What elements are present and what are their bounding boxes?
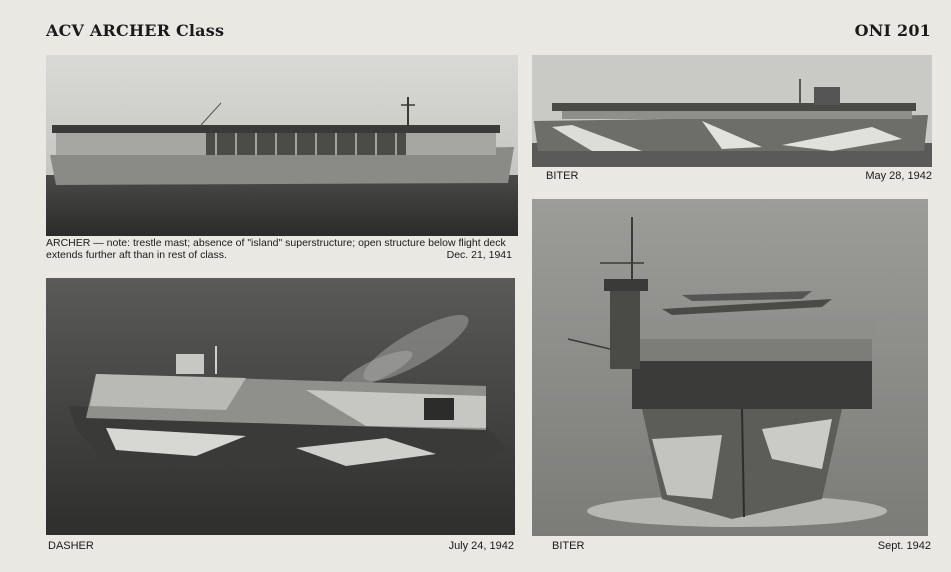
archer-date: Dec. 21, 1941 — [446, 249, 512, 261]
biter-bow-photo — [532, 199, 928, 536]
archer-photo — [46, 55, 518, 236]
page-title: ACV ARCHER Class — [46, 21, 225, 40]
dasher-date: July 24, 1942 — [448, 540, 514, 552]
dasher-photo — [46, 278, 515, 535]
archer-caption — [46, 237, 512, 261]
biter-profile-date: May 28, 1942 — [865, 170, 932, 182]
biter-profile-photo — [532, 55, 932, 167]
archer-caption-text: ARCHER — note: trestle mast; absence of "island" superstructure; open structure below flight deck extends further aft than in rest of class. — [46, 237, 506, 261]
biter-bow-date: Sept. 1942 — [877, 540, 931, 552]
biter-profile-name: BITER — [546, 170, 579, 182]
dasher-name: DASHER — [48, 540, 94, 552]
biter-bow-name: BITER — [552, 540, 585, 552]
page-reference: ONI 201 — [854, 21, 931, 40]
